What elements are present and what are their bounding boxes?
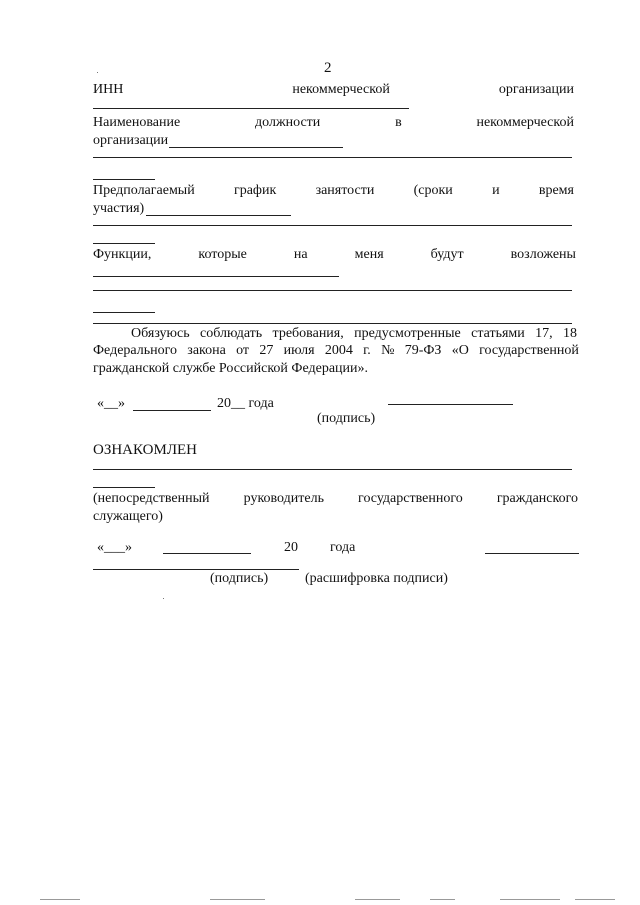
scan-edge-mark: [210, 899, 265, 900]
date1-signature-line[interactable]: [388, 404, 513, 405]
schedule-word-2: график: [233, 183, 277, 198]
position-fill-line-2[interactable]: [93, 157, 572, 158]
position-word-2: должности: [255, 115, 321, 130]
obligation-word: 27: [259, 343, 274, 358]
schedule-word-5: и: [492, 183, 500, 198]
scan-edge-mark: [430, 899, 455, 900]
page-number: 2: [324, 60, 332, 76]
functions-word-5: будут: [430, 247, 464, 262]
obligation-word: 17,: [535, 326, 553, 341]
obligation-word: государственной: [479, 343, 579, 358]
functions-word-1: Функции,: [93, 247, 152, 262]
inn-word-2: некоммерческой: [292, 82, 390, 97]
schedule-line-2: участия): [93, 201, 145, 216]
supervisor-word-2: руководитель: [243, 491, 324, 506]
obligation-word: от: [236, 343, 250, 358]
functions-fill-line[interactable]: [93, 276, 339, 277]
date1-day: «__»: [97, 396, 125, 411]
acquainted-fill-line-2[interactable]: [93, 487, 155, 488]
obligation-word: «О: [451, 343, 469, 358]
signature-label: (подпись): [317, 411, 376, 426]
scan-speck: [163, 598, 164, 599]
obligation-word: 79-ФЗ: [404, 343, 442, 358]
inn-label: ИНН: [93, 82, 124, 97]
schedule-row: [93, 184, 574, 198]
signature-label-2: (подпись): [210, 571, 269, 586]
date2-day: «___»: [97, 540, 132, 555]
obligation-word: закона: [187, 343, 226, 358]
date2-year-word: года: [330, 540, 356, 555]
position-fill-line[interactable]: [169, 147, 343, 148]
obligation-word: соблюдать: [199, 326, 263, 341]
obligation-word: предусмотренные: [354, 326, 461, 341]
obligation-word: требования,: [272, 326, 344, 341]
scan-edge-mark: [500, 899, 560, 900]
scan-edge-mark: [355, 899, 400, 900]
position-line-2: организации: [93, 133, 169, 148]
obligation-line-3: гражданской службе Российской Федерации».: [93, 361, 369, 376]
functions-fill-line-2[interactable]: [93, 290, 572, 291]
functions-fill-line-3[interactable]: [93, 312, 155, 313]
date2-month-field[interactable]: [163, 553, 251, 554]
functions-fill-line-4[interactable]: [93, 323, 572, 324]
schedule-fill-line-3[interactable]: [93, 243, 155, 244]
position-word-4: некоммерческой: [476, 115, 574, 130]
position-fill-line-3[interactable]: [93, 179, 155, 180]
functions-row: [93, 248, 576, 262]
schedule-word-1: Предполагаемый: [93, 183, 195, 198]
date1-month-field[interactable]: [133, 410, 211, 411]
supervisor-line-2: служащего): [93, 509, 163, 524]
obligation-word: июля: [283, 343, 315, 358]
scan-edge-mark: [575, 899, 615, 900]
date2-signature-line[interactable]: [93, 569, 299, 570]
inn-word-3: организации: [498, 82, 574, 97]
schedule-word-4: (сроки: [413, 183, 453, 198]
schedule-word-3: занятости: [315, 183, 375, 198]
scan-edge-mark: [40, 899, 80, 900]
position-word-3: в: [395, 115, 402, 130]
date2-decryption-line[interactable]: [485, 553, 579, 554]
date1-year: 20__ года: [217, 396, 274, 411]
scan-speck: [97, 72, 98, 73]
position-word-1: Наименование: [93, 115, 181, 130]
obligation-line-2: [93, 344, 579, 358]
acquainted-heading: ОЗНАКОМЛЕН: [93, 442, 197, 458]
acquainted-fill-line[interactable]: [93, 469, 572, 470]
obligation-word: 2004: [324, 343, 353, 358]
obligation-word: г.: [363, 343, 371, 358]
supervisor-word-1: (непосредственный: [93, 491, 210, 506]
obligation-line-1: [131, 327, 577, 341]
functions-word-6: возложены: [510, 247, 576, 262]
schedule-word-6: время: [538, 183, 574, 198]
obligation-word: 18: [562, 326, 577, 341]
supervisor-word-4: гражданского: [496, 491, 578, 506]
position-row: [93, 116, 574, 130]
obligation-word: Федерального: [93, 343, 178, 358]
inn-fill-line[interactable]: [93, 108, 409, 109]
functions-word-4: меня: [354, 247, 384, 262]
functions-word-2: которые: [198, 247, 247, 262]
obligation-word: Обязуюсь: [131, 326, 190, 341]
supervisor-row: [93, 492, 578, 506]
obligation-word: статьями: [471, 326, 525, 341]
schedule-fill-line[interactable]: [146, 215, 291, 216]
obligation-word: №: [381, 343, 395, 358]
decryption-label: (расшифровка подписи): [305, 571, 448, 586]
inn-row: [93, 83, 574, 97]
functions-word-3: на: [293, 247, 308, 262]
schedule-fill-line-2[interactable]: [93, 225, 572, 226]
supervisor-word-3: государственного: [358, 491, 463, 506]
date2-year: 20: [284, 540, 298, 555]
